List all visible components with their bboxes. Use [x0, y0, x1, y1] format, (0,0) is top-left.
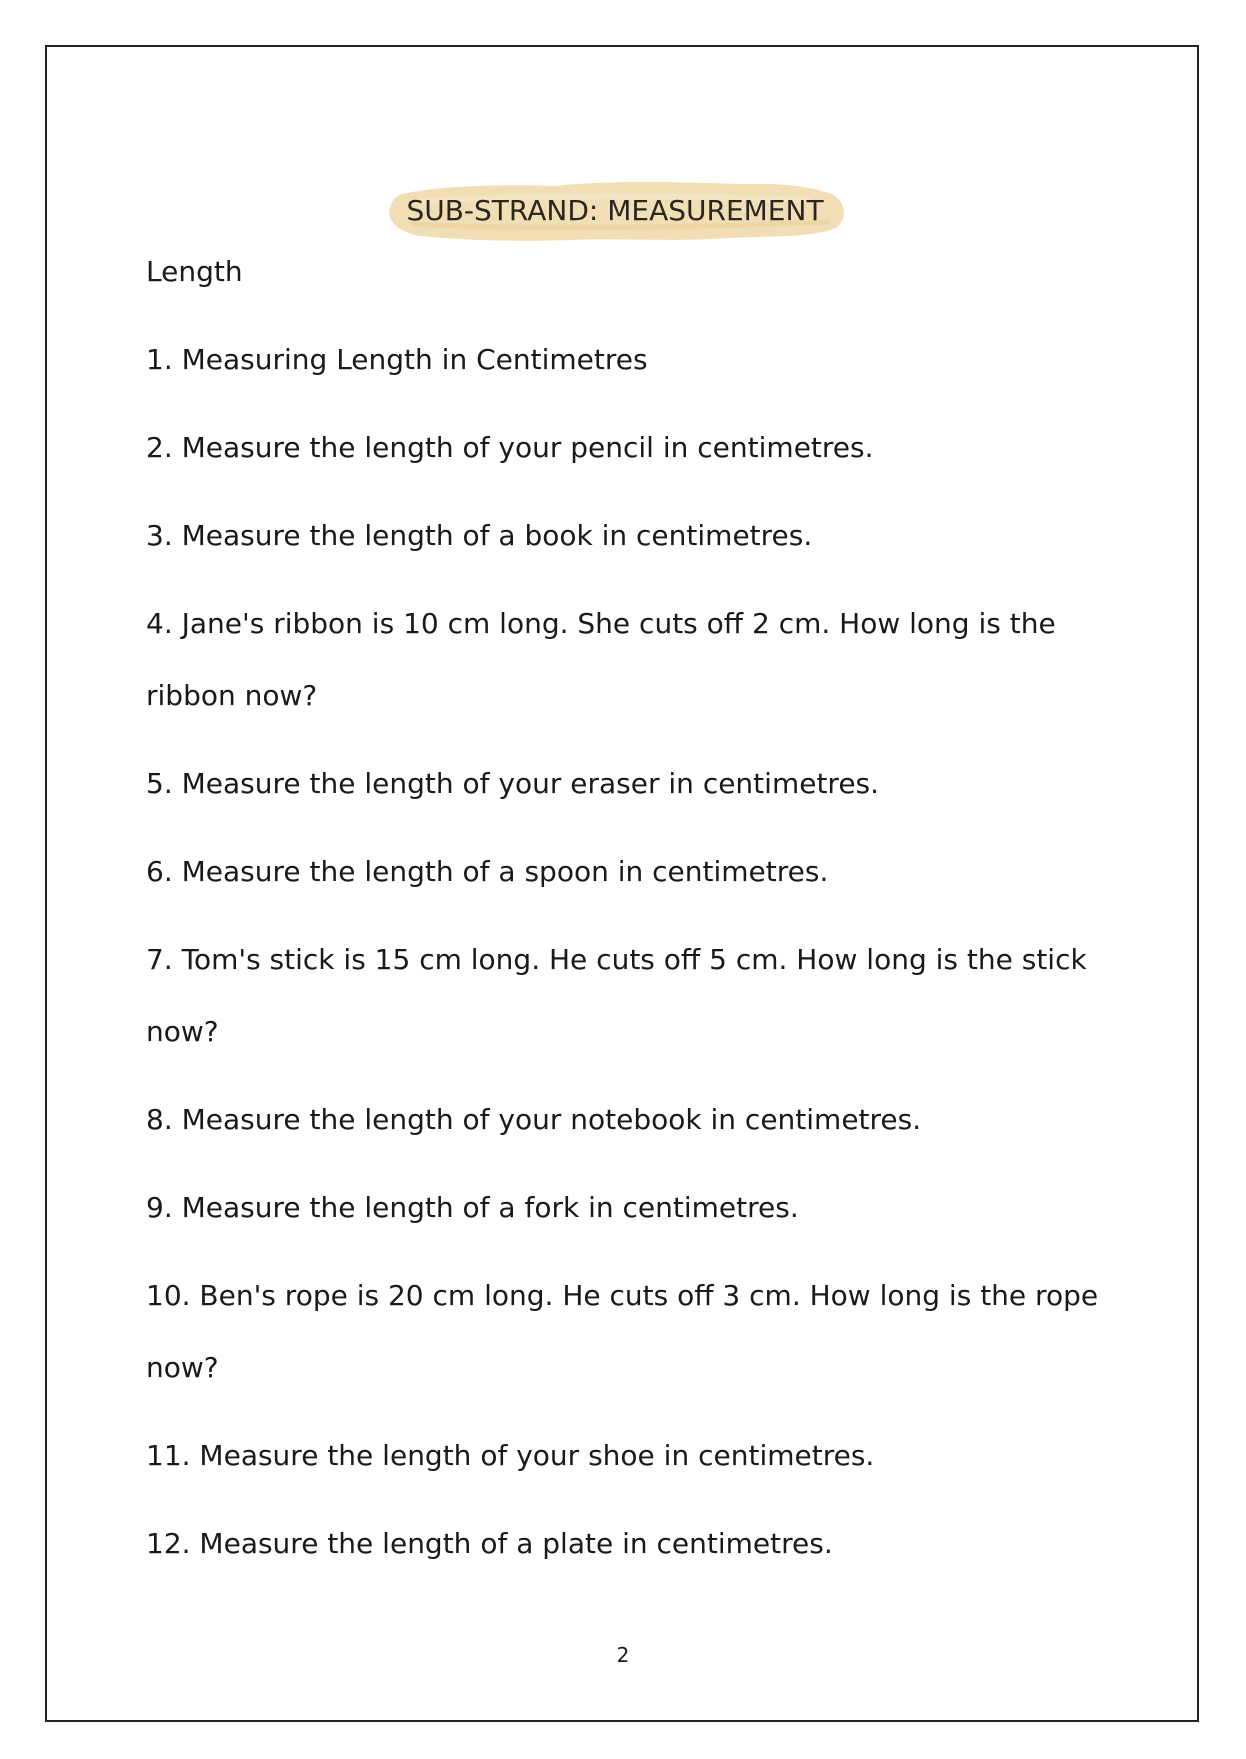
question-item: 4. Jane's ribbon is 10 cm long. She cuts off 2 cm. How long is the — [146, 607, 1056, 640]
question-item: 7. Tom's stick is 15 cm long. He cuts off 5 cm. How long is the stick — [146, 943, 1087, 976]
question-item-continuation: now? — [146, 1015, 219, 1048]
page-number: 2 — [616, 1643, 630, 1667]
question-item: 6. Measure the length of a spoon in centimetres. — [146, 855, 829, 888]
question-item: 3. Measure the length of a book in centimetres. — [146, 519, 813, 552]
section-heading: Length — [146, 255, 243, 288]
question-item: 11. Measure the length of your shoe in centimetres. — [146, 1439, 875, 1472]
question-item: 8. Measure the length of your notebook in centimetres. — [146, 1103, 922, 1136]
title-banner — [380, 172, 850, 250]
question-item: 12. Measure the length of a plate in centimetres. — [146, 1527, 833, 1560]
question-item-continuation: now? — [146, 1351, 219, 1384]
question-item: 2. Measure the length of your pencil in centimetres. — [146, 431, 874, 464]
banner-title: SUB-STRAND: MEASUREMENT — [406, 194, 824, 227]
question-item-continuation: ribbon now? — [146, 679, 318, 712]
question-item: 9. Measure the length of a fork in centimetres. — [146, 1191, 799, 1224]
question-item: 5. Measure the length of your eraser in centimetres. — [146, 767, 880, 800]
question-item: 1. Measuring Length in Centimetres — [146, 343, 648, 376]
question-item: 10. Ben's rope is 20 cm long. He cuts off 3 cm. How long is the rope — [146, 1279, 1099, 1312]
